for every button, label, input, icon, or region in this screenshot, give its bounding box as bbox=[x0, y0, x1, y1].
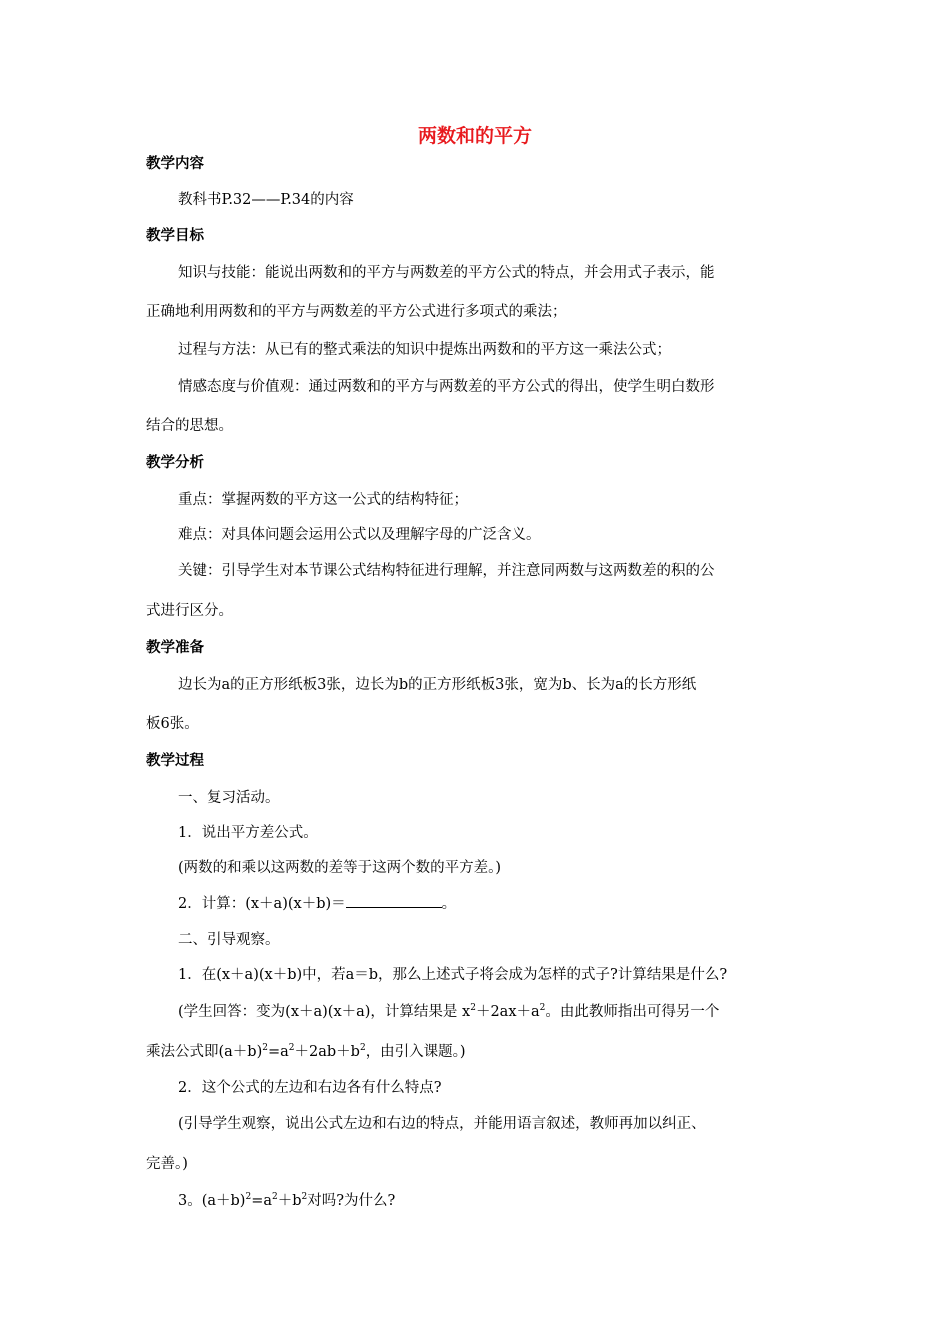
paragraph: (两数的和乘以这两数的差等于这两个数的平方差。) bbox=[178, 860, 502, 876]
section-heading-content: 教学内容 bbox=[146, 156, 204, 172]
paragraph: 1．说出平方差公式。 bbox=[178, 825, 318, 841]
text-run: ＋b bbox=[277, 1193, 302, 1209]
paragraph: 重点：掌握两数的平方这一公式的结构特征； bbox=[178, 492, 468, 508]
text-run: (学生回答：变为(x＋a)(x＋a)，计算结果是 x bbox=[178, 1004, 471, 1020]
section-heading-preparation: 教学准备 bbox=[146, 640, 204, 656]
text-run: 对吗?为什么? bbox=[307, 1193, 396, 1209]
superscript: 2 bbox=[470, 1003, 476, 1013]
superscript: 2 bbox=[539, 1003, 546, 1013]
superscript: 2 bbox=[301, 1192, 308, 1202]
paragraph: 2．这个公式的左边和右边各有什么特点? bbox=[178, 1080, 442, 1096]
paragraph: 情感态度与价值观：通过两数和的平方与两数差的平方公式的得出，使学生明白数形 bbox=[178, 379, 715, 395]
text-run: 2．计算：(x＋a)(x＋b)＝ bbox=[178, 896, 346, 912]
text-run: ，由引入课题。) bbox=[365, 1044, 466, 1060]
paragraph bbox=[178, 892, 456, 913]
superscript: 2 bbox=[245, 1192, 252, 1202]
section-heading-process: 教学过程 bbox=[146, 753, 204, 769]
paragraph: 教科书P.32——P.34的内容 bbox=[178, 192, 354, 208]
text-run: =a bbox=[267, 1044, 289, 1060]
paragraph bbox=[146, 1040, 466, 1061]
paragraph: 边长为a的正方形纸板3张，边长为b的正方形纸板3张，宽为b、长为a的长方形纸 bbox=[178, 677, 697, 693]
paragraph: 式进行区分。 bbox=[146, 603, 233, 619]
section-heading-goals: 教学目标 bbox=[146, 228, 204, 244]
fill-in-blank bbox=[346, 895, 442, 908]
text-run: =a bbox=[251, 1193, 272, 1209]
section-heading-analysis: 教学分析 bbox=[146, 455, 204, 471]
paragraph: 过程与方法：从已有的整式乘法的知识中提炼出两数和的平方这一乘法公式； bbox=[178, 342, 671, 358]
paragraph: 知识与技能：能说出两数和的平方与两数差的平方公式的特点，并会用式子表示，能 bbox=[178, 265, 715, 281]
text-run: 乘法公式即(a＋b) bbox=[146, 1044, 263, 1060]
paragraph: (引导学生观察，说出公式左边和右边的特点，并能用语言叙述，教师再加以纠正、 bbox=[178, 1116, 706, 1132]
paragraph: 1．在(x＋a)(x＋b)中，若a＝b，那么上述式子将会成为怎样的式子?计算结果是什么? bbox=[178, 967, 728, 983]
page-title: 两数和的平方 bbox=[417, 125, 532, 147]
text-run: 3。(a＋b) bbox=[178, 1193, 246, 1209]
paragraph: 正确地利用两数和的平方与两数差的平方公式进行多项式的乘法； bbox=[146, 304, 567, 320]
paragraph: 板6张。 bbox=[146, 716, 199, 732]
text-run: ＋2ax＋a bbox=[475, 1004, 540, 1020]
paragraph: 二、引导观察。 bbox=[178, 932, 280, 948]
paragraph: 难点：对具体问题会运用公式以及理解字母的广泛含义。 bbox=[178, 527, 541, 543]
text-run: 。由此教师指出可得另一个 bbox=[545, 1004, 720, 1020]
superscript: 2 bbox=[359, 1043, 366, 1053]
paragraph bbox=[178, 1189, 395, 1210]
paragraph: 关键：引导学生对本节课公式结构特征进行理解，并注意同两数与这两数差的积的公 bbox=[178, 563, 715, 579]
paragraph: 完善。) bbox=[146, 1156, 188, 1172]
text-run: 。 bbox=[441, 896, 457, 912]
text-run: ＋2ab＋b bbox=[294, 1044, 360, 1060]
superscript: 2 bbox=[262, 1043, 268, 1053]
paragraph: 一、复习活动。 bbox=[178, 790, 280, 806]
superscript: 2 bbox=[288, 1043, 295, 1053]
paragraph bbox=[178, 1000, 719, 1021]
paragraph: 结合的思想。 bbox=[146, 418, 233, 434]
superscript: 2 bbox=[272, 1192, 278, 1202]
